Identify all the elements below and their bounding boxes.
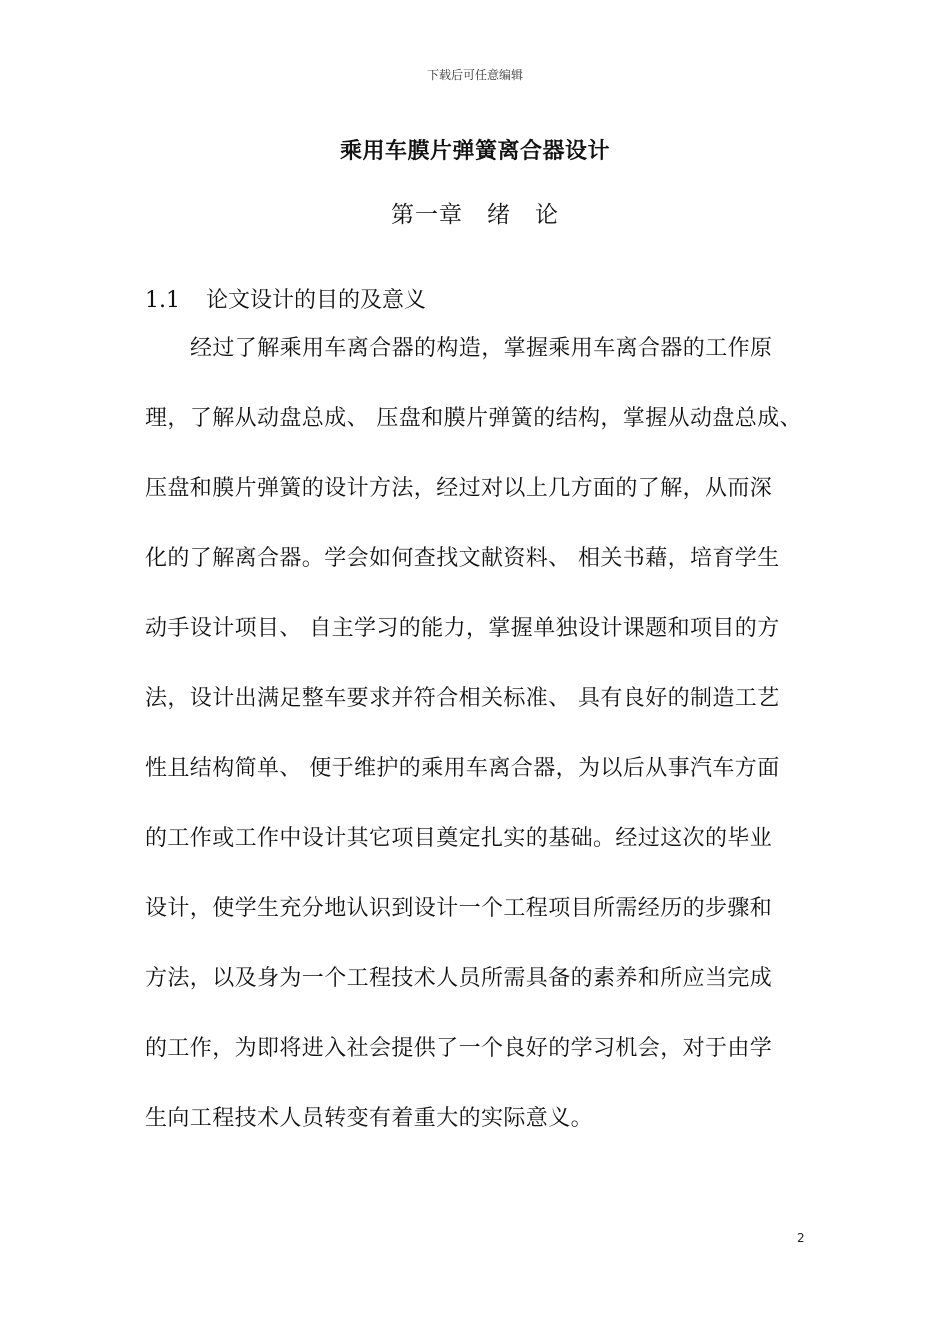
section-heading xyxy=(145,283,426,314)
paragraph-line: 理，了解从动盘总成、 压盘和膜片弹簧的结构，掌握从动盘总成、 xyxy=(145,406,802,431)
paragraph-line: 经过了解乘用车离合器的构造，掌握乘用车离合器的工作原 xyxy=(190,336,773,361)
paragraph-line: 的工作，为即将进入社会提供了一个良好的学习机会，对于由学 xyxy=(145,1036,773,1061)
paragraph-line: 设计，使学生充分地认识到设计一个工程项目所需经历的步骤和 xyxy=(145,896,773,921)
section-number: 1.1 xyxy=(145,288,180,313)
paragraph-line: 化的了解离合器。学会如何查找文献资料、 相关书藉，培育学生 xyxy=(145,546,780,571)
header-note: 下载后可任意编辑 xyxy=(426,68,523,82)
paragraph-line: 性且结构简单、 便于维护的乘用车离合器，为以后从事汽车方面 xyxy=(145,756,780,781)
page-number: 2 xyxy=(797,1231,805,1245)
paragraph-line: 压盘和膜片弹簧的设计方法，经过对以上几方面的了解，从而深 xyxy=(145,476,773,501)
paragraph-line: 方法，以及身为一个工程技术人员所需具备的素养和所应当完成 xyxy=(145,966,773,991)
paragraph-line: 法，设计出满足整车要求并符合相关标准、 具有良好的制造工艺 xyxy=(145,686,780,711)
section-title: 论文设计的目的及意义 xyxy=(206,288,427,313)
document-title: 乘用车膜片弹簧离合器设计 xyxy=(339,139,610,164)
paragraph-line: 生向工程技术人员转变有着重大的实际意义。 xyxy=(145,1106,594,1131)
paragraph-line: 的工作或工作中设计其它项目奠定扎实的基础。经过这次的毕业 xyxy=(145,826,773,851)
chapter-heading: 第一章 绪 论 xyxy=(391,202,559,228)
paragraph-line: 动手设计项目、 自主学习的能力，掌握单独设计课题和项目的方 xyxy=(145,616,780,641)
